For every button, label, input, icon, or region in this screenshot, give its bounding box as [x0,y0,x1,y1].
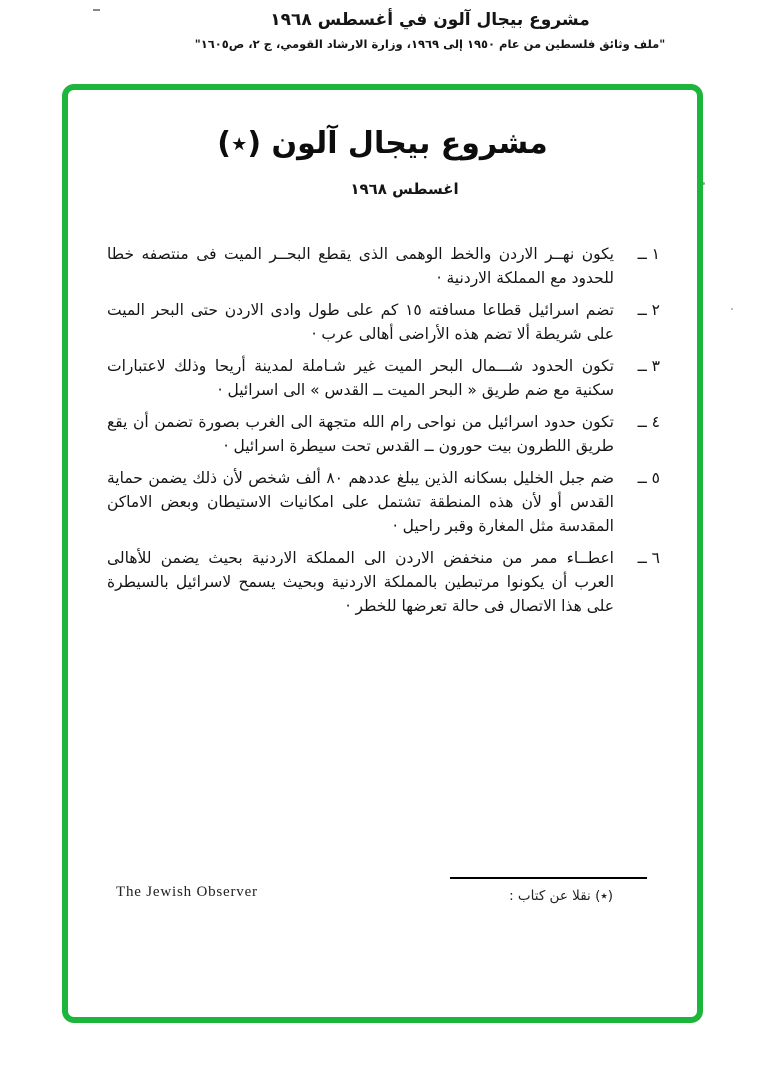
footnote-divider [450,877,647,879]
clause-item-3 [107,354,660,402]
scan-header-title: مشروع بيجال آلون في أغسطس ١٩٦٨ [270,10,590,30]
clause-item-2 [107,298,660,346]
document-subtitle: اغسطس ١٩٦٨ [350,180,459,198]
scan-noise-speck [93,9,100,11]
scan-header [100,10,758,51]
clause-number: ٢ ــ [637,301,660,319]
clause-number: ١ ــ [637,245,660,263]
clause-text: اعطــاء ممر من منخفض الاردن الى المملكة الاردنية بحيث يضمن للأهالى العرب أن يكونوا مرتبطين بالمملكة الاردنية وبحيث يسمح لاسرائيل بالسيطرة على هذا الاتصال فى حالة تعرضها للخطر · [107,549,614,615]
clause-number: ٥ ــ [637,469,660,487]
clause-text: ضم جبل الخليل بسكانه الذين يبلغ عددهم ٨٠ ألف شخص لأن ذلك يضمن حماية القدس أو لأن هذه المنطقة تشتمل على امكانيات الاستيطان وبعض الاماكن المقدسة مثل المغارة وقبر راحيل · [107,469,614,535]
clause-list [107,242,660,626]
clause-text: يكون نهــر الاردن والخط الوهمى الذى يقطع البحــر الميت فى منتصفه خطا للحدود مع المملكة الاردنية · [107,245,614,287]
scan-noise-speck [731,308,733,310]
clause-item-4 [107,410,660,458]
document-title: مشروع بيجال آلون (٭) [217,126,548,161]
observer-credit: The Jewish Observer [116,884,258,900]
clause-number: ٦ ــ [637,549,660,567]
clause-item-1 [107,242,660,290]
green-border-frame [62,84,703,1023]
clause-number: ٣ ــ [637,357,660,375]
clause-item-5 [107,466,660,538]
scan-header-source-line: "ملف وثائق فلسطين من عام ١٩٥٠ إلى ١٩٦٩، وزارة الارشاد القومي، ج ٢، ص١٦٠٥" [194,37,666,51]
clause-number: ٤ ــ [637,413,660,431]
clause-item-6 [107,546,660,618]
clause-text: تكون حدود اسرائيل من نواحى رام الله متجهة الى الغرب بصورة تضمن أن يقع طريق اللطرون بيت حورون ــ القدس تحت سيطرة اسرائيل · [107,413,614,455]
footnote-text: (٭) نقلا عن كتاب : [509,888,613,904]
clause-text: تكون الحدود شـــمال البحر الميت غير شـاملة لمدينة أريحا وذلك لاعتبارات سكنية مع ضم طريق « البحر الميت ــ القدس » الى اسرائيل · [107,357,614,399]
clause-text: تضم اسرائيل قطاعا مسافته ١٥ كم على طول وادى الاردن حتى البحر الميت على شريطة ألا تضم هذه الأراضى أهالى عرب · [107,301,614,343]
